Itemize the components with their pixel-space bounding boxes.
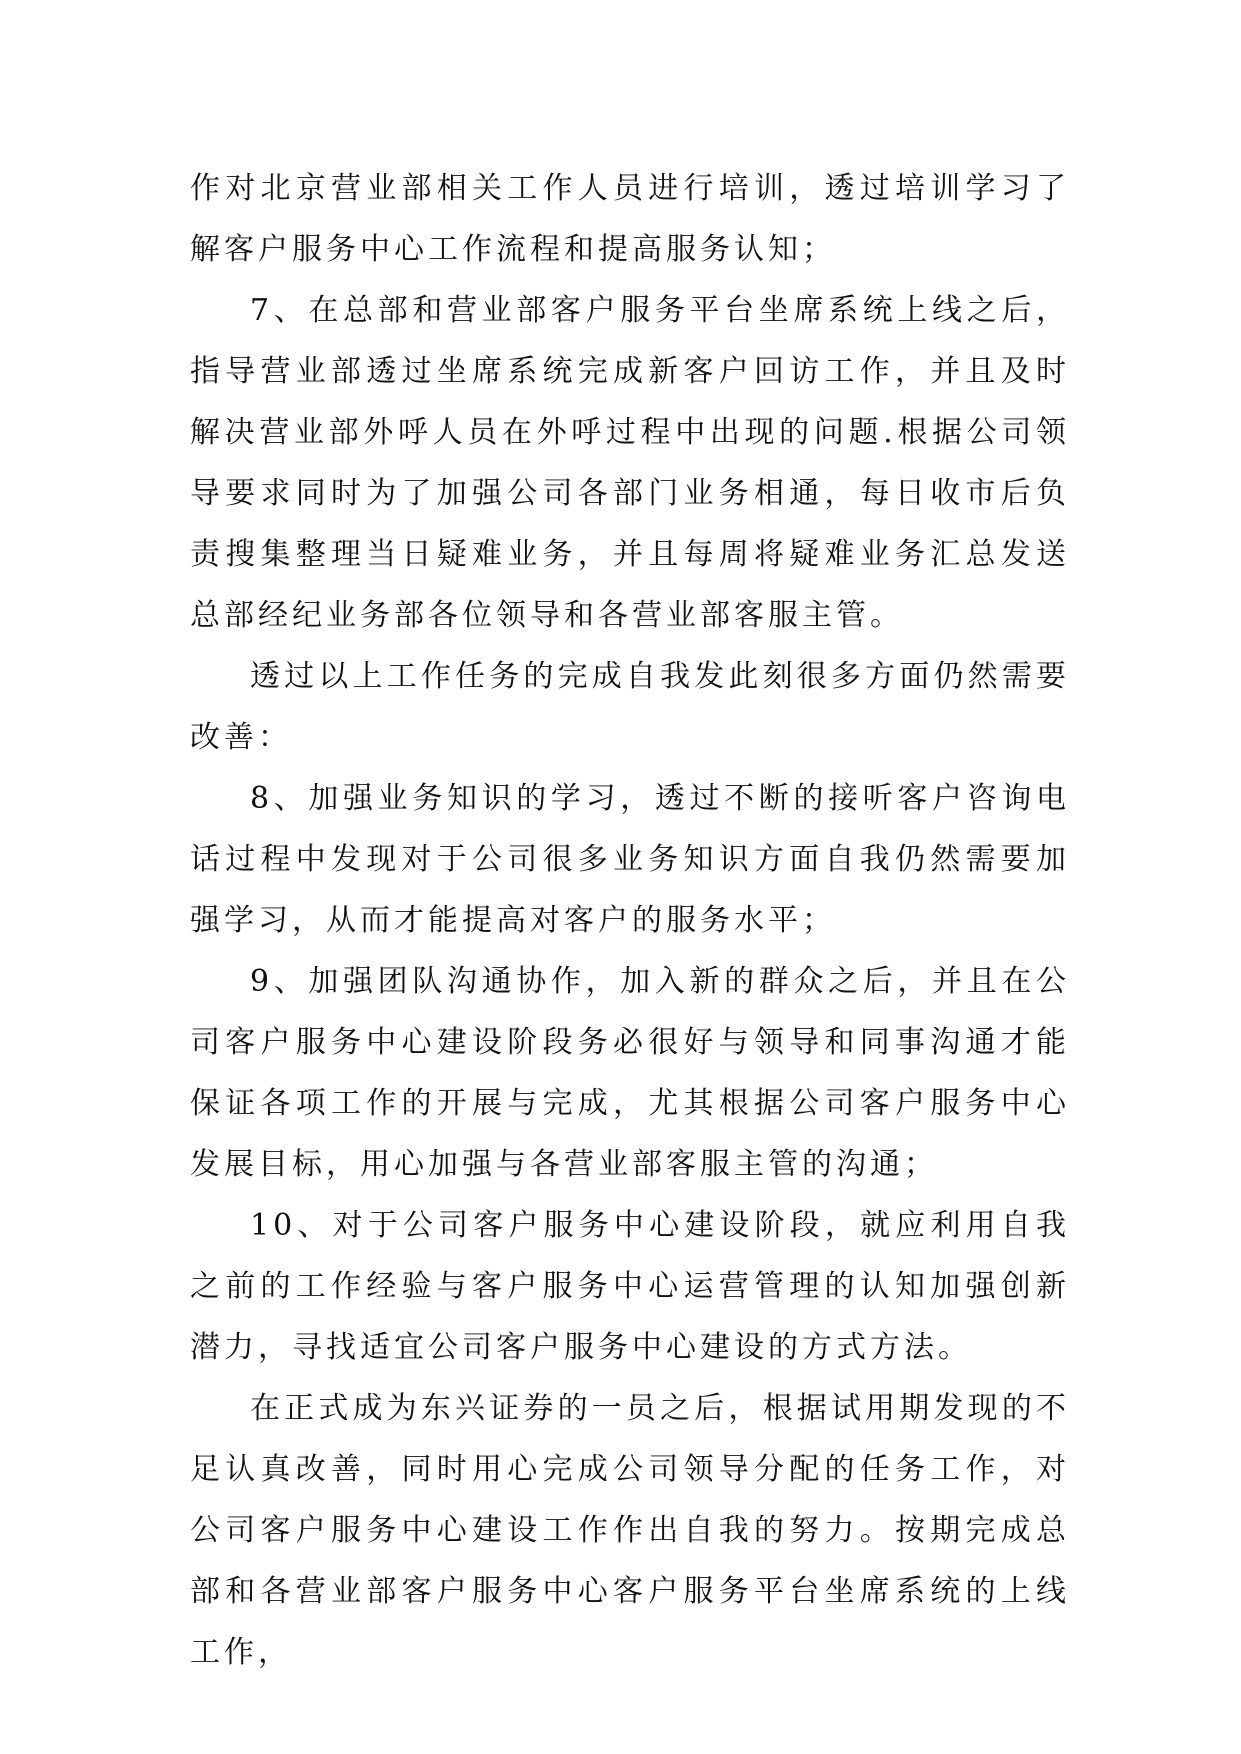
document-page bbox=[190, 158, 1070, 1683]
paragraph-improvement-intro: 透过以上工作任务的完成自我发此刻很多方面仍然需要改善： bbox=[190, 659, 1070, 755]
paragraph-item-8: 8、加强业务知识的学习，透过不断的接听客户咨询电话过程中发现对于公司很多业务知识方面自我仍然需要加强学习，从而才能提高对客户的服务水平； bbox=[190, 781, 1070, 938]
paragraph-conclusion: 在正式成为东兴证券的一员之后，根据试用期发现的不足认真改善，同时用心完成公司领导分配的任务工作，对公司客户服务中心建设工作作出自我的努力。按期完成总部和各营业部客户服务中心客户服务平台坐席系统的上线工作， bbox=[190, 1391, 1070, 1670]
paragraph-continuation: 作对北京营业部相关工作人员进行培训，透过培训学习了解客户服务中心工作流程和提高服务认知； bbox=[190, 171, 1070, 267]
paragraph-item-10: 10、对于公司客户服务中心建设阶段，就应利用自我之前的工作经验与客户服务中心运营管理的认知加强创新潜力，寻找适宜公司客户服务中心建设的方式方法。 bbox=[190, 1208, 1070, 1365]
paragraph-item-9: 9、加强团队沟通协作，加入新的群众之后，并且在公司客户服务中心建设阶段务必很好与领导和同事沟通才能保证各项工作的开展与完成，尤其根据公司客户服务中心发展目标，用心加强与各营业部客服主管的沟通； bbox=[190, 964, 1070, 1182]
paragraph-item-7: 7、在总部和营业部客户服务平台坐席系统上线之后，指导营业部透过坐席系统完成新客户回访工作，并且及时解决营业部外呼人员在外呼过程中出现的问题.根据公司领导要求同时为了加强公司各部门业务相通，每日收市后负责搜集整理当日疑难业务，并且每周将疑难业务汇总发送总部经纪业务部各位领导和各营业部客服主管。 bbox=[190, 293, 1070, 633]
